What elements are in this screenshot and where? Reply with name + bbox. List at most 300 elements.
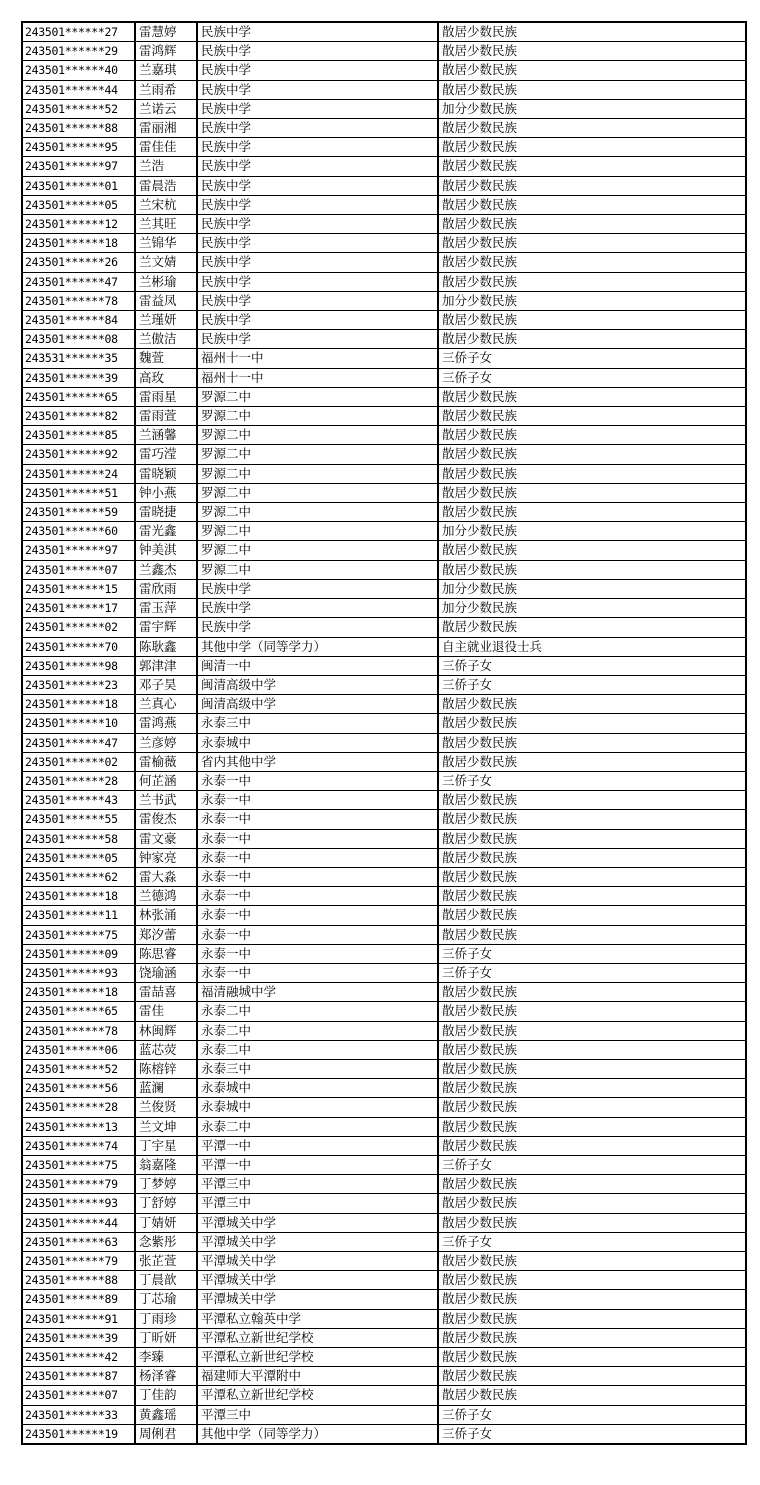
student-id-cell: 243501******18 (22, 234, 135, 253)
school-cell: 民族中学 (197, 291, 438, 310)
category-cell: 散居少数民族 (438, 925, 746, 944)
category-cell: 散居少数民族 (438, 1252, 746, 1271)
table-row (22, 426, 746, 445)
student-name-cell: 雷欣雨 (135, 579, 197, 598)
student-name-cell: 雷宇辉 (135, 618, 197, 637)
student-name-cell: 丁昕妍 (135, 1328, 197, 1347)
student-name-cell: 雷大淼 (135, 867, 197, 886)
category-cell: 散居少数民族 (438, 810, 746, 829)
student-id-cell: 243501******43 (22, 791, 135, 810)
table-row (22, 771, 746, 790)
student-name-cell: 黄鑫瑶 (135, 1405, 197, 1424)
school-cell: 罗源二中 (197, 560, 438, 579)
table-row (22, 656, 746, 675)
student-id-cell: 243501******44 (22, 1213, 135, 1232)
table-row (22, 119, 746, 138)
table-row (22, 80, 746, 99)
school-cell: 平潭私立新世纪学校 (197, 1328, 438, 1347)
table-row (22, 1079, 746, 1098)
student-name-cell: 兰嘉琪 (135, 61, 197, 80)
school-cell: 平潭城关中学 (197, 1290, 438, 1309)
school-cell: 罗源二中 (197, 445, 438, 464)
student-id-cell: 243501******87 (22, 1367, 135, 1386)
school-cell: 永泰一中 (197, 810, 438, 829)
table-row (22, 234, 746, 253)
student-name-cell: 钟美淇 (135, 541, 197, 560)
school-cell: 福州十一中 (197, 368, 438, 387)
table-row (22, 1155, 746, 1174)
student-id-cell: 243501******13 (22, 1117, 135, 1136)
category-cell: 散居少数民族 (438, 176, 746, 195)
school-cell: 其他中学（同等学力） (197, 637, 438, 656)
table-row (22, 887, 746, 906)
school-cell: 民族中学 (197, 311, 438, 330)
student-id-cell: 243501******93 (22, 1194, 135, 1213)
table-row (22, 944, 746, 963)
student-name-cell: 丁雨珍 (135, 1309, 197, 1328)
table-row (22, 1328, 746, 1347)
roster-sheet (21, 21, 745, 1445)
category-cell: 散居少数民族 (438, 1271, 746, 1290)
table-row (22, 579, 746, 598)
student-id-cell: 243501******27 (22, 22, 135, 42)
table-row (22, 272, 746, 291)
student-id-cell: 243501******60 (22, 522, 135, 541)
student-name-cell: 兰涵馨 (135, 426, 197, 445)
student-name-cell: 郭津津 (135, 656, 197, 675)
table-row (22, 195, 746, 214)
student-id-cell: 243501******78 (22, 291, 135, 310)
table-row (22, 618, 746, 637)
category-cell: 散居少数民族 (438, 867, 746, 886)
student-name-cell: 陈耿鑫 (135, 637, 197, 656)
school-cell: 民族中学 (197, 253, 438, 272)
table-row (22, 695, 746, 714)
category-cell: 散居少数民族 (438, 157, 746, 176)
school-cell: 民族中学 (197, 157, 438, 176)
category-cell: 三侨子女 (438, 771, 746, 790)
table-row (22, 810, 746, 829)
category-cell: 三侨子女 (438, 944, 746, 963)
student-id-cell: 243501******59 (22, 503, 135, 522)
student-name-cell: 兰诺云 (135, 99, 197, 118)
school-cell: 永泰二中 (197, 1021, 438, 1040)
school-cell: 民族中学 (197, 234, 438, 253)
school-cell: 平潭一中 (197, 1136, 438, 1155)
student-name-cell: 兰德鸿 (135, 887, 197, 906)
category-cell: 加分少数民族 (438, 579, 746, 598)
student-name-cell: 雷喆喜 (135, 983, 197, 1002)
student-name-cell: 丁婧妍 (135, 1213, 197, 1232)
student-id-cell: 243501******47 (22, 733, 135, 752)
student-id-cell: 243501******02 (22, 752, 135, 771)
category-cell: 散居少数民族 (438, 195, 746, 214)
student-id-cell: 243501******85 (22, 426, 135, 445)
student-id-cell: 243501******09 (22, 944, 135, 963)
student-name-cell: 兰浩 (135, 157, 197, 176)
student-name-cell: 雷文豪 (135, 829, 197, 848)
category-cell: 散居少数民族 (438, 119, 746, 138)
table-row (22, 407, 746, 426)
category-cell: 散居少数民族 (438, 464, 746, 483)
category-cell: 三侨子女 (438, 1232, 746, 1251)
student-id-cell: 243501******52 (22, 99, 135, 118)
category-cell: 三侨子女 (438, 349, 746, 368)
school-cell: 平潭私立新世纪学校 (197, 1348, 438, 1367)
student-id-cell: 243501******78 (22, 1021, 135, 1040)
school-cell: 平潭一中 (197, 1155, 438, 1174)
category-cell: 散居少数民族 (438, 1136, 746, 1155)
school-cell: 永泰一中 (197, 944, 438, 963)
school-cell: 永泰二中 (197, 1117, 438, 1136)
table-row (22, 867, 746, 886)
student-id-cell: 243501******29 (22, 42, 135, 61)
student-id-cell: 243501******05 (22, 848, 135, 867)
table-row (22, 61, 746, 80)
student-name-cell: 雷丽湘 (135, 119, 197, 138)
student-name-cell: 兰鑫杰 (135, 560, 197, 579)
student-name-cell: 雷晓颖 (135, 464, 197, 483)
student-id-cell: 243501******39 (22, 1328, 135, 1347)
category-cell: 三侨子女 (438, 1405, 746, 1424)
table-row (22, 253, 746, 272)
student-name-cell: 兰彬瑜 (135, 272, 197, 291)
student-id-cell: 243501******11 (22, 906, 135, 925)
category-cell: 散居少数民族 (438, 272, 746, 291)
table-row (22, 1002, 746, 1021)
student-id-cell: 243501******74 (22, 1136, 135, 1155)
student-id-cell: 243501******15 (22, 579, 135, 598)
student-name-cell: 雷鸿燕 (135, 714, 197, 733)
student-name-cell: 雷益凤 (135, 291, 197, 310)
table-row (22, 1271, 746, 1290)
category-cell: 三侨子女 (438, 656, 746, 675)
table-row (22, 42, 746, 61)
student-name-cell: 翁嘉隆 (135, 1155, 197, 1174)
table-row (22, 1405, 746, 1424)
category-cell: 散居少数民族 (438, 695, 746, 714)
table-row (22, 1348, 746, 1367)
school-cell: 罗源二中 (197, 483, 438, 502)
school-cell: 永泰城中 (197, 1098, 438, 1117)
category-cell: 散居少数民族 (438, 22, 746, 42)
school-cell: 平潭城关中学 (197, 1213, 438, 1232)
table-row (22, 1232, 746, 1251)
table-row (22, 1059, 746, 1078)
student-name-cell: 林张涌 (135, 906, 197, 925)
category-cell: 散居少数民族 (438, 1213, 746, 1232)
student-name-cell: 丁晨歆 (135, 1271, 197, 1290)
student-name-cell: 兰真心 (135, 695, 197, 714)
school-cell: 平潭城关中学 (197, 1252, 438, 1271)
table-row (22, 1367, 746, 1386)
student-name-cell: 雷榆薇 (135, 752, 197, 771)
table-row (22, 560, 746, 579)
table-row (22, 675, 746, 694)
school-cell: 民族中学 (197, 215, 438, 234)
student-id-cell: 243501******40 (22, 61, 135, 80)
table-row (22, 848, 746, 867)
category-cell: 三侨子女 (438, 675, 746, 694)
table-row (22, 541, 746, 560)
student-id-cell: 243501******89 (22, 1290, 135, 1309)
school-cell: 民族中学 (197, 330, 438, 349)
school-cell: 民族中学 (197, 176, 438, 195)
student-name-cell: 雷雨星 (135, 387, 197, 406)
school-cell: 民族中学 (197, 80, 438, 99)
table-row (22, 176, 746, 195)
category-cell: 散居少数民族 (438, 1098, 746, 1117)
category-cell: 散居少数民族 (438, 215, 746, 234)
category-cell: 散居少数民族 (438, 1194, 746, 1213)
student-id-cell: 243501******18 (22, 695, 135, 714)
category-cell: 散居少数民族 (438, 1021, 746, 1040)
student-name-cell: 兰其旺 (135, 215, 197, 234)
category-cell: 散居少数民族 (438, 560, 746, 579)
table-row (22, 1386, 746, 1405)
student-id-cell: 243501******28 (22, 771, 135, 790)
student-id-cell: 243501******10 (22, 714, 135, 733)
category-cell: 散居少数民族 (438, 407, 746, 426)
school-cell: 福清融城中学 (197, 983, 438, 1002)
school-cell: 福建师大平潭附中 (197, 1367, 438, 1386)
category-cell: 散居少数民族 (438, 311, 746, 330)
table-row (22, 1117, 746, 1136)
school-cell: 其他中学（同等学力） (197, 1424, 438, 1444)
student-id-cell: 243531******35 (22, 349, 135, 368)
school-cell: 永泰一中 (197, 867, 438, 886)
school-cell: 罗源二中 (197, 407, 438, 426)
student-name-cell: 雷巧滢 (135, 445, 197, 464)
student-name-cell: 蓝芯荧 (135, 1040, 197, 1059)
student-name-cell: 钟小燕 (135, 483, 197, 502)
category-cell: 散居少数民族 (438, 426, 746, 445)
table-row (22, 387, 746, 406)
student-name-cell: 兰锦华 (135, 234, 197, 253)
student-id-cell: 243501******02 (22, 618, 135, 637)
student-name-cell: 丁芯瑜 (135, 1290, 197, 1309)
student-id-cell: 243501******58 (22, 829, 135, 848)
school-cell: 省内其他中学 (197, 752, 438, 771)
table-row (22, 1213, 746, 1232)
student-name-cell: 陈思睿 (135, 944, 197, 963)
student-name-cell: 雷光鑫 (135, 522, 197, 541)
school-cell: 永泰一中 (197, 848, 438, 867)
school-cell: 平潭三中 (197, 1175, 438, 1194)
student-name-cell: 丁梦婷 (135, 1175, 197, 1194)
category-cell: 散居少数民族 (438, 1309, 746, 1328)
category-cell: 散居少数民族 (438, 445, 746, 464)
student-id-cell: 243501******93 (22, 963, 135, 982)
category-cell: 散居少数民族 (438, 61, 746, 80)
category-cell: 散居少数民族 (438, 906, 746, 925)
student-id-cell: 243501******17 (22, 599, 135, 618)
category-cell: 散居少数民族 (438, 80, 746, 99)
student-id-cell: 243501******65 (22, 387, 135, 406)
school-cell: 永泰一中 (197, 925, 438, 944)
student-name-cell: 兰傲洁 (135, 330, 197, 349)
student-name-cell: 陈榕锌 (135, 1059, 197, 1078)
category-cell: 散居少数民族 (438, 983, 746, 1002)
school-cell: 民族中学 (197, 195, 438, 214)
student-name-cell: 雷俊杰 (135, 810, 197, 829)
student-id-cell: 243501******07 (22, 560, 135, 579)
school-cell: 罗源二中 (197, 464, 438, 483)
student-id-cell: 243501******84 (22, 311, 135, 330)
table-row (22, 733, 746, 752)
table-row (22, 714, 746, 733)
school-cell: 平潭三中 (197, 1405, 438, 1424)
table-row (22, 752, 746, 771)
school-cell: 永泰城中 (197, 733, 438, 752)
student-name-cell: 雷慧婷 (135, 22, 197, 42)
student-id-cell: 243501******06 (22, 1040, 135, 1059)
category-cell: 加分少数民族 (438, 522, 746, 541)
table-row (22, 1175, 746, 1194)
student-name-cell: 兰彦婷 (135, 733, 197, 752)
category-cell: 散居少数民族 (438, 829, 746, 848)
category-cell: 散居少数民族 (438, 1040, 746, 1059)
student-id-cell: 243501******01 (22, 176, 135, 195)
student-id-cell: 243501******51 (22, 483, 135, 502)
table-row (22, 829, 746, 848)
student-id-cell: 243501******97 (22, 541, 135, 560)
table-row (22, 368, 746, 387)
student-name-cell: 邓子昊 (135, 675, 197, 694)
school-cell: 永泰一中 (197, 906, 438, 925)
student-name-cell: 周俐君 (135, 1424, 197, 1444)
student-id-cell: 243501******79 (22, 1252, 135, 1271)
student-id-cell: 243501******62 (22, 867, 135, 886)
student-id-cell: 243501******79 (22, 1175, 135, 1194)
category-cell: 三侨子女 (438, 963, 746, 982)
student-id-cell: 243501******07 (22, 1386, 135, 1405)
student-name-cell: 杨泽睿 (135, 1367, 197, 1386)
student-name-cell: 丁佳韵 (135, 1386, 197, 1405)
student-id-cell: 243501******91 (22, 1309, 135, 1328)
category-cell: 三侨子女 (438, 1155, 746, 1174)
student-name-cell: 雷雨萱 (135, 407, 197, 426)
school-cell: 民族中学 (197, 42, 438, 61)
student-name-cell: 饶瑜涵 (135, 963, 197, 982)
student-name-cell: 兰文婧 (135, 253, 197, 272)
table-row (22, 1309, 746, 1328)
table-row (22, 1098, 746, 1117)
category-cell: 散居少数民族 (438, 42, 746, 61)
student-roster-table (21, 21, 747, 1445)
school-cell: 闽清高级中学 (197, 695, 438, 714)
school-cell: 罗源二中 (197, 387, 438, 406)
school-cell: 永泰三中 (197, 1059, 438, 1078)
table-row (22, 157, 746, 176)
student-name-cell: 兰雨希 (135, 80, 197, 99)
school-cell: 平潭城关中学 (197, 1271, 438, 1290)
table-row (22, 1424, 746, 1444)
table-row (22, 311, 746, 330)
school-cell: 罗源二中 (197, 541, 438, 560)
table-row (22, 99, 746, 118)
category-cell: 散居少数民族 (438, 1175, 746, 1194)
student-name-cell: 兰书武 (135, 791, 197, 810)
student-id-cell: 243501******39 (22, 368, 135, 387)
school-cell: 平潭私立翰英中学 (197, 1309, 438, 1328)
student-name-cell: 丁宇星 (135, 1136, 197, 1155)
student-id-cell: 243501******63 (22, 1232, 135, 1251)
student-id-cell: 243501******26 (22, 253, 135, 272)
school-cell: 永泰城中 (197, 1079, 438, 1098)
table-row (22, 503, 746, 522)
student-name-cell: 雷玉萍 (135, 599, 197, 618)
student-name-cell: 兰俊贤 (135, 1098, 197, 1117)
student-name-cell: 雷佳 (135, 1002, 197, 1021)
category-cell: 散居少数民族 (438, 138, 746, 157)
table-row (22, 1252, 746, 1271)
category-cell: 散居少数民族 (438, 1386, 746, 1405)
category-cell: 散居少数民族 (438, 253, 746, 272)
student-id-cell: 243501******88 (22, 119, 135, 138)
category-cell: 散居少数民族 (438, 887, 746, 906)
student-name-cell: 丁舒婷 (135, 1194, 197, 1213)
table-row (22, 483, 746, 502)
table-row (22, 445, 746, 464)
student-id-cell: 243501******55 (22, 810, 135, 829)
category-cell: 散居少数民族 (438, 1002, 746, 1021)
school-cell: 民族中学 (197, 99, 438, 118)
category-cell: 散居少数民族 (438, 1079, 746, 1098)
category-cell: 散居少数民族 (438, 1290, 746, 1309)
student-name-cell: 魏萱 (135, 349, 197, 368)
student-name-cell: 雷晓捷 (135, 503, 197, 522)
student-id-cell: 243501******52 (22, 1059, 135, 1078)
student-name-cell: 林闽辉 (135, 1021, 197, 1040)
student-name-cell: 雷鸿辉 (135, 42, 197, 61)
school-cell: 民族中学 (197, 138, 438, 157)
category-cell: 散居少数民族 (438, 848, 746, 867)
student-id-cell: 243501******56 (22, 1079, 135, 1098)
student-name-cell: 兰宋杭 (135, 195, 197, 214)
school-cell: 永泰一中 (197, 791, 438, 810)
category-cell: 散居少数民族 (438, 1117, 746, 1136)
table-row (22, 1194, 746, 1213)
school-cell: 罗源二中 (197, 522, 438, 541)
school-cell: 罗源二中 (197, 503, 438, 522)
category-cell: 散居少数民族 (438, 733, 746, 752)
student-id-cell: 243501******75 (22, 925, 135, 944)
category-cell: 加分少数民族 (438, 99, 746, 118)
student-id-cell: 243501******42 (22, 1348, 135, 1367)
category-cell: 加分少数民族 (438, 291, 746, 310)
student-name-cell: 雷佳佳 (135, 138, 197, 157)
school-cell: 民族中学 (197, 119, 438, 138)
school-cell: 永泰一中 (197, 963, 438, 982)
school-cell: 永泰二中 (197, 1040, 438, 1059)
student-id-cell: 243501******08 (22, 330, 135, 349)
student-id-cell: 243501******88 (22, 1271, 135, 1290)
table-row (22, 22, 746, 42)
category-cell: 自主就业退役士兵 (438, 637, 746, 656)
student-name-cell: 蓝澜 (135, 1079, 197, 1098)
student-id-cell: 243501******18 (22, 983, 135, 1002)
category-cell: 散居少数民族 (438, 330, 746, 349)
school-cell: 民族中学 (197, 579, 438, 598)
student-id-cell: 243501******19 (22, 1424, 135, 1444)
roster-body (22, 22, 746, 1444)
student-id-cell: 243501******44 (22, 80, 135, 99)
student-name-cell: 高玫 (135, 368, 197, 387)
school-cell: 永泰一中 (197, 887, 438, 906)
table-row (22, 138, 746, 157)
student-name-cell: 兰瑾妍 (135, 311, 197, 330)
